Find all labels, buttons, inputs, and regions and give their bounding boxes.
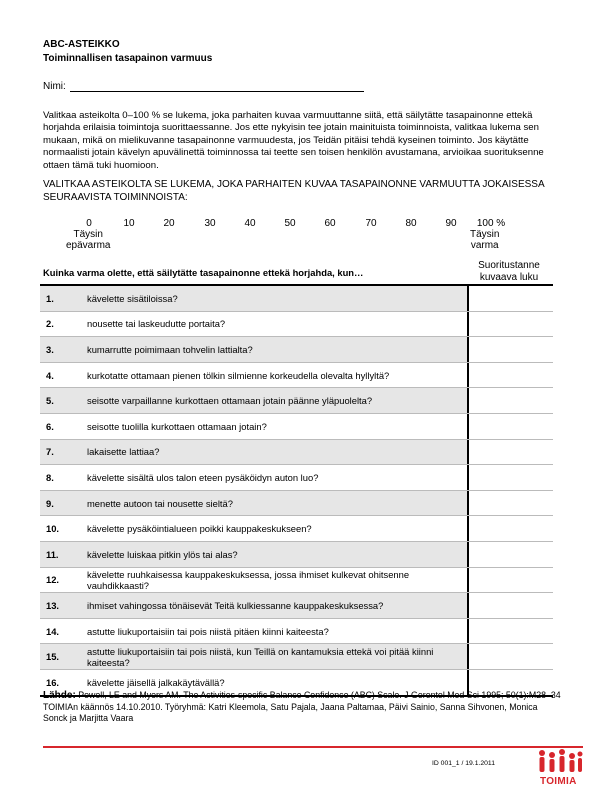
answer-cell[interactable]: [467, 465, 555, 490]
row-question: nousette tai laskeudutte portaita?: [87, 318, 226, 330]
row-question: kävelette luiskaa pitkin ylös tai alas?: [87, 548, 238, 560]
answer-cell[interactable]: [467, 491, 555, 516]
row-question: kävelette ruuhkaisessa kauppakeskuksessa, jossa ihmiset kulkevat ohitsenne vauhdikkaasti?: [87, 568, 410, 591]
document-title: ABC-ASTEIKKO: [43, 39, 120, 50]
row-number: 10.: [46, 523, 60, 535]
row-question: menette autoon tai nousette sieltä?: [87, 497, 233, 509]
table-row: [40, 593, 553, 619]
name-label: Nimi:: [43, 81, 66, 92]
table-row: [40, 312, 553, 338]
table-row: [40, 465, 553, 491]
row-question: kävelette pysäköintialueen poikki kauppakeskukseen?: [87, 523, 312, 535]
rating-scale: [0, 218, 612, 258]
answer-cell[interactable]: [467, 414, 555, 439]
table-row: [40, 363, 553, 389]
scale-value: 0: [86, 218, 92, 229]
scale-low-anchor: Täysin epävarma: [66, 229, 111, 251]
scale-value: 100 %: [476, 218, 506, 229]
answer-cell[interactable]: [467, 286, 555, 311]
instruction-caps: VALITKAA ASTEIKOLTA SE LUKEMA, JOKA PARHAITEN KUVAA TASAPAINONNE VARMUUTTA JOKAISESSA SEURAAVISTA TOIMINNOISTA:: [43, 179, 545, 203]
row-question: ihmiset vahingossa tönäisevät Teitä kulkiessanne kauppakeskuksessa?: [87, 599, 384, 611]
source-citation: [43, 690, 563, 725]
scale-value: 30: [204, 218, 216, 229]
scale-value: 60: [324, 218, 336, 229]
row-question: kävelette sisätiloissa?: [87, 292, 178, 304]
scale-value: 90: [445, 218, 457, 229]
table-row: [40, 542, 553, 568]
answer-cell[interactable]: [467, 644, 555, 669]
table-row: [40, 286, 553, 312]
row-question: astutte liukuportaisiin tai pois niistä pitäen kiinni kaiteesta?: [87, 625, 329, 637]
row-number: 11.: [46, 548, 59, 560]
table-row: [40, 516, 553, 542]
row-number: 6.: [46, 420, 54, 432]
question-table: [40, 284, 553, 697]
row-question: kävelette jäisellä jalkakäytävällä?: [87, 676, 225, 688]
row-number: 1.: [46, 292, 54, 304]
row-number: 14.: [46, 625, 60, 637]
answer-cell[interactable]: [467, 542, 555, 567]
row-question: seisotte varpaillanne kurkottaen ottamaan jotain päänne yläpuolelta?: [87, 395, 373, 407]
row-question: seisotte tuolilla kurkottaen ottamaan jotain?: [87, 420, 267, 432]
row-number: 8.: [46, 471, 54, 483]
table-row: [40, 337, 553, 363]
scale-value: 40: [244, 218, 256, 229]
answer-cell[interactable]: [467, 363, 555, 388]
answer-cell[interactable]: [467, 388, 555, 413]
answer-cell[interactable]: [467, 440, 555, 465]
footer-divider: [43, 746, 583, 748]
row-number: 15.: [46, 651, 60, 663]
row-number: 4.: [46, 369, 54, 381]
scale-value: 10: [123, 218, 135, 229]
answer-cell[interactable]: [467, 312, 555, 337]
row-question: kurkotatte ottamaan pienen tölkin silmienne korkeudella olevalta hyllyltä?: [87, 369, 390, 381]
answer-column-header: Suoritustanne kuvaava luku: [478, 260, 540, 283]
table-row: [40, 414, 553, 440]
row-number: 13.: [46, 599, 60, 611]
intro-paragraph: Valitkaa asteikolta 0–100 % se lukema, joka parhaiten kuvaa varmuuttanne siitä, että säilytätte tasapainonne ettekä horjahda erilaisia toimintoja suorittaessanne. Jos ette nykyisin tee jotain mainituista toiminnoista, valitkaa lukema sen mukaan, mikä on mielikuvanne tasapainonne varmuudesta, jos Teidän pitäisi tehdä kyseinen toiminto. Jos käytätte normaalisti jotain kävelyn apuvälinettä toiminnossa tai teette sen toisen henkilön avustamana, arvioikaa suorituksenne ottaen tämä tuki huomioon.: [43, 110, 544, 171]
name-field[interactable]: [70, 91, 364, 92]
scale-value: 70: [365, 218, 377, 229]
row-number: 12.: [46, 574, 60, 586]
table-row: [40, 644, 553, 670]
table-row: [40, 568, 553, 594]
answer-cell[interactable]: [467, 516, 555, 541]
scale-value: 50: [284, 218, 296, 229]
source-reference: Powell, LE and Myers AM. The Activities-specific Balance Confidence (ABC) Scale. J Gerontol Med Sci 1995; 50(1):M28–34: [78, 690, 561, 700]
document-subtitle: Toiminnallisen tasapainon varmuus: [43, 53, 213, 64]
row-number: 16.: [46, 676, 60, 688]
answer-cell[interactable]: [467, 337, 555, 362]
row-question: kävelette sisältä ulos talon eteen pysäköidyn auton luo?: [87, 471, 319, 483]
row-question: astutte liukuportaisiin tai pois niistä, kun Teillä on kantamuksia ettekä voi pitää kiinni kaiteesta?: [87, 645, 434, 668]
table-row: [40, 491, 553, 517]
table-row: [40, 440, 553, 466]
answer-cell[interactable]: [467, 619, 555, 644]
row-number: 5.: [46, 395, 54, 407]
question-header: Kuinka varma olette, että säilytätte tasapainonne ettekä horjahda, kun…: [43, 267, 364, 278]
source-label: Lähde:: [43, 690, 76, 701]
row-number: 7.: [46, 446, 54, 458]
document-id: ID 001_1 / 19.1.2011: [432, 760, 495, 767]
row-question: kumarrutte poimimaan tohvelin lattialta?: [87, 343, 253, 355]
answer-cell[interactable]: [467, 593, 555, 618]
logo-text: TOIMIA: [540, 776, 577, 787]
document-title-block: [43, 38, 212, 66]
scale-value: 80: [405, 218, 417, 229]
table-row: [40, 388, 553, 414]
row-number: 9.: [46, 497, 54, 509]
scale-high-anchor: Täysin varma: [470, 229, 500, 251]
answer-cell[interactable]: [467, 568, 555, 593]
table-row: [40, 619, 553, 645]
translation-credit: TOIMIAn käännös 14.10.2010. Työryhmä: Katri Kleemola, Satu Pajala, Jaana Paltamaa, Päivi Sainio, Sanna Sihvonen, Monica Sonck ja Marjitta Vaara: [43, 701, 538, 723]
scale-value: 20: [163, 218, 175, 229]
row-number: 3.: [46, 343, 54, 355]
row-number: 2.: [46, 318, 54, 330]
row-question: lakaisette lattiaa?: [87, 446, 160, 458]
